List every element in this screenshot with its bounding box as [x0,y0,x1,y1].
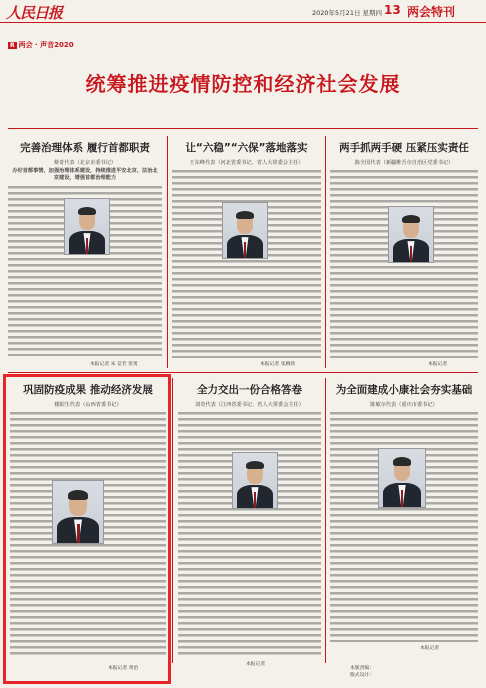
divider [8,128,478,129]
article-1 [6,140,164,368]
column-divider [167,136,168,368]
column-label: 两会 · 声音2020 [18,41,74,49]
issue-date: 2020年5月21日 星期四 [312,9,383,17]
article-signature: 本报记者 [420,646,440,651]
article-6 [328,382,480,666]
article-body [330,170,478,358]
author-photo [222,202,268,259]
article-body [330,412,478,642]
credits-editor: 本版责编： [350,666,374,671]
author-photo [388,206,434,263]
column-divider [172,378,173,663]
credits-design: 版式设计： [350,673,374,678]
column-tag [8,40,74,50]
article-author: 陈敏尔代表（重庆市委书记） [370,402,438,408]
article-title: 全力交出一份合格答卷 [197,384,302,396]
column-badge: R [10,42,15,49]
author-photo [232,452,278,509]
article-author: 蔡奇代表（北京市委书记） [53,160,117,166]
article-title: 两手抓两手硬 压紧压实责任 [339,142,469,154]
article-author: 刘奇代表（江西省委书记、省人大常委会主任） [195,402,304,408]
column-divider [325,378,326,663]
article-body [172,170,321,358]
article-2 [170,140,323,368]
article-signature: 本报记者 [246,662,266,667]
page-number: 13 [384,3,401,17]
masthead [0,0,486,23]
article-author: 陈全国代表（新疆维吾尔自治区党委书记） [354,160,454,166]
divider [8,372,478,373]
article-body [178,412,321,658]
article-author: 王东峰代表（河北省委书记、省人大常委会主任） [189,160,304,166]
article-signature: 本报记者 张腾扬 [260,362,296,367]
article-title: 完善治理体系 履行首都职责 [20,142,150,154]
article-title: 巩固防疫成果 推动经济发展 [23,384,153,396]
article-title: 为全面建成小康社会夯实基础 [335,384,473,396]
article-3 [328,140,480,368]
newspaper-logo: 人民日报 [6,4,63,22]
article-author: 楼阳生代表（山西省委书记） [54,402,122,408]
column-divider [325,136,326,368]
page-credits [350,665,374,679]
author-photo [378,448,426,508]
author-photo [64,198,110,255]
section-name: 两会特刊 [407,5,456,19]
article-5 [176,382,323,666]
highlight-box [3,374,171,684]
article-subtitle: 办好首都事情，加强治理体系建设，持续推进平安北京、法治北京建设，增强首都治理能力 [12,168,158,181]
page-headline: 统筹推进疫情防控和经济社会发展 [85,72,401,96]
article-title: 让“六稳”“六保”落地落实 [185,142,308,154]
article-signature: 本报记者 [428,362,448,367]
article-signature: 本报记者 朱 竞若 贺勇 [90,362,138,367]
article-signature: 本报记者 黄治 [108,666,139,671]
